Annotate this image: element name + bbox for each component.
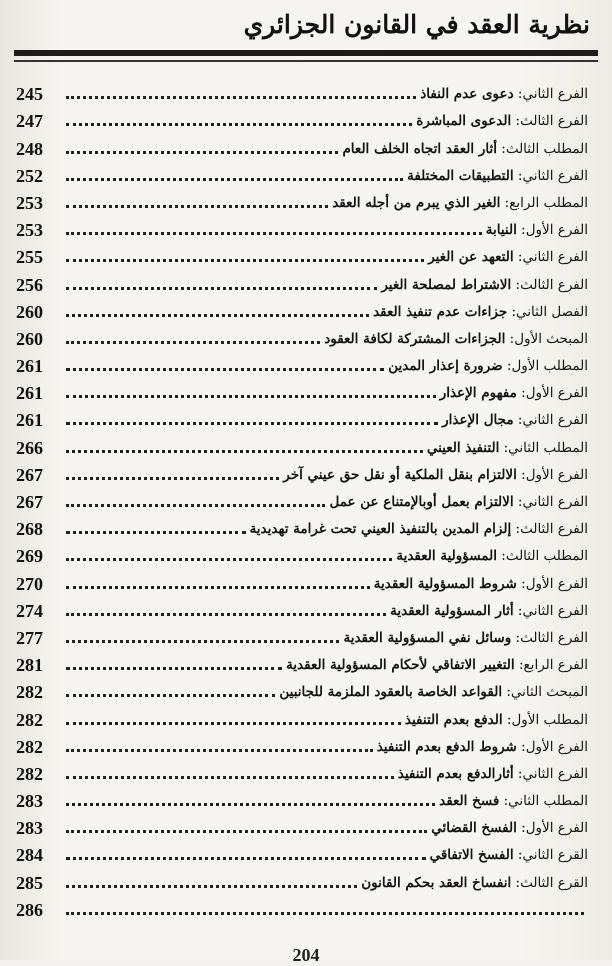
- dot-leader: [66, 503, 325, 507]
- dot-leader: [66, 122, 412, 126]
- toc-entry: [16, 894, 588, 921]
- toc-entry-label: الفرع الأول:: [521, 466, 588, 483]
- toc-entry-title: شروط الدفع بعدم التنفيذ: [376, 738, 517, 755]
- header-rule-thin: [14, 60, 598, 62]
- toc-entry-text: [440, 382, 588, 404]
- toc-entry-title: وسائل نفي المسؤولية العقدية: [343, 629, 512, 646]
- toc-page-number: 261: [16, 356, 43, 377]
- dot-leader: [66, 585, 370, 589]
- dot-leader: [66, 340, 320, 344]
- toc-entry-label: الفرع الثالث:: [515, 521, 588, 538]
- toc-entry-label: الفرع الثاني:: [517, 494, 588, 510]
- dot-leader: [66, 612, 386, 616]
- dot-leader: [66, 666, 282, 670]
- toc-entry-label: الفرع الثاني:: [517, 765, 588, 782]
- dot-leader: [66, 204, 328, 208]
- toc-entry-text: [329, 491, 588, 513]
- toc-entry-label: المبحث الأول:: [509, 330, 588, 347]
- dot-leader: [66, 177, 403, 181]
- toc-entry-text: [286, 654, 588, 676]
- toc-entry: [16, 78, 588, 105]
- dot-leader: [66, 884, 357, 888]
- toc-entry-text: [343, 627, 588, 649]
- toc-entry-title: شروط المسؤولية العقدية: [373, 575, 517, 592]
- toc-entry: [16, 350, 588, 377]
- toc-page-number: 282: [16, 709, 43, 730]
- dot-leader: [66, 449, 423, 453]
- toc-entry-label: الفرع الثالث:: [515, 113, 588, 130]
- toc-entry-text: [416, 110, 588, 132]
- toc-page-number: 282: [16, 763, 43, 784]
- toc-entry-title: دعوى عدم النفاذ: [420, 86, 514, 103]
- dot-leader: [66, 530, 246, 534]
- dot-leader: [66, 421, 438, 425]
- toc-entry-text: [420, 83, 588, 105]
- dot-leader: [66, 721, 401, 725]
- toc-page-number: 270: [16, 573, 43, 594]
- dot-leader: [66, 911, 584, 915]
- dot-leader: [66, 557, 392, 561]
- dot-leader: [66, 829, 427, 833]
- toc-entry: [16, 377, 588, 404]
- toc-entry: [16, 540, 588, 567]
- toc-entry-title: مفهوم الإعذار: [439, 385, 517, 402]
- toc-entry: [16, 758, 588, 785]
- toc-entry: [16, 486, 588, 513]
- toc-page-number: 248: [16, 138, 43, 159]
- dot-leader: [66, 286, 377, 290]
- toc-page-number: 266: [16, 437, 43, 458]
- toc-page-number: 261: [16, 383, 43, 404]
- toc-entry-title: إلزام المدين بالتنفيذ العيني تحت غرامة تهديدية: [249, 521, 512, 538]
- toc-page-number: 267: [16, 492, 43, 512]
- toc-entry: [16, 676, 588, 703]
- dot-leader: [66, 802, 435, 806]
- dot-leader: [66, 856, 426, 860]
- toc-page-number: 256: [16, 274, 43, 295]
- toc-entry-text: [427, 437, 588, 459]
- toc-entry-title: التنفيذ العيني: [426, 439, 500, 456]
- toc-entry-title: الفسخ الاتفاقي: [429, 847, 514, 864]
- toc-entry-text: [407, 165, 588, 187]
- toc-entry-label: المطلب الأول:: [506, 711, 588, 728]
- toc-entry-label: المطلب الثالث:: [501, 140, 588, 157]
- dot-leader: [66, 258, 424, 262]
- toc-page-number: 260: [16, 301, 43, 322]
- toc-entry: [16, 595, 588, 622]
- toc-page-number: 268: [16, 519, 43, 540]
- toc-entry: [16, 785, 588, 812]
- toc-entry-text: [439, 790, 588, 812]
- toc-page-number: 283: [16, 791, 43, 812]
- dot-leader: [66, 231, 482, 235]
- toc-entry-label: القرع الثالث:: [515, 874, 588, 891]
- toc-entry: [16, 622, 588, 649]
- toc-page-number: 260: [16, 328, 43, 349]
- toc-entry-title: التعهد عن الغير: [428, 249, 514, 266]
- running-title: نظرية العقد في القانون الجزائري: [243, 10, 590, 39]
- dot-leader: [66, 748, 373, 752]
- toc-entry-title: ضرورة إعذار المدين: [388, 358, 503, 375]
- toc-entry: [16, 839, 588, 866]
- toc-entry: [16, 459, 588, 486]
- toc-page-number: 284: [16, 845, 43, 866]
- toc-entry-label: الفرع الأول:: [521, 820, 588, 837]
- toc-entry: [16, 241, 588, 268]
- dot-leader: [66, 476, 279, 480]
- toc-entry-title: الاشتراط لمصلحة الغير: [381, 276, 512, 293]
- toc-entry: [16, 649, 588, 676]
- toc-entry: [16, 296, 588, 323]
- toc-entry-label: الفرع الأول:: [521, 222, 588, 239]
- toc-entry-title: انفساخ العقد بحكم القانون: [361, 874, 512, 891]
- toc-entry-text: [342, 138, 588, 160]
- dot-leader: [66, 775, 394, 779]
- toc-entry-text: [373, 301, 588, 323]
- toc-entry-label: الفصل الثاني:: [511, 303, 588, 320]
- toc-entry-label: الفرع الثاني:: [517, 167, 588, 184]
- toc-page-number: 286: [16, 899, 43, 920]
- toc-entry-label: المطلب الثالث:: [501, 548, 588, 565]
- toc-entry-title: الجزاءات المشتركة لكافة العقود: [324, 330, 506, 347]
- toc-page-number: 285: [16, 872, 43, 893]
- toc-entry-label: الفرع الثاني:: [517, 86, 588, 103]
- toc-page-number: 269: [16, 546, 43, 567]
- toc-entry-text: [398, 763, 588, 785]
- toc-entry: [16, 513, 588, 540]
- toc-page-number: 252: [16, 165, 43, 186]
- toc-entry-text: [388, 355, 588, 377]
- toc-page-number: 261: [16, 410, 43, 431]
- toc-entry-text: [430, 844, 588, 866]
- toc-page-number: 277: [16, 627, 43, 648]
- toc-entry-text: [361, 872, 588, 894]
- toc-page-number: 267: [16, 464, 43, 485]
- toc-entry: [16, 187, 588, 214]
- toc-entry: [16, 268, 588, 295]
- toc-entry-title: التطبيقات المختلفة: [407, 167, 514, 184]
- toc-entry: [16, 431, 588, 458]
- toc-entry: [16, 567, 588, 594]
- dot-leader: [66, 394, 436, 398]
- toc-entry-text: [279, 681, 588, 703]
- toc-entry: [16, 703, 588, 730]
- toc-entry-label: الفرع الأول:: [521, 738, 588, 755]
- toc-entry-title: الغير الذي يبرم من أجله العقد: [332, 194, 501, 211]
- toc-entry-text: [374, 573, 588, 595]
- toc-entry-title: الفسخ القضائي: [431, 820, 517, 837]
- toc-entry-title: أثار المسؤولية العقدية: [390, 602, 514, 619]
- toc-entry-title: التغيير الاتفاقي لأحكام المسؤولية العقدية: [286, 657, 515, 674]
- table-of-contents: [16, 78, 588, 921]
- toc-entry-text: [390, 600, 588, 622]
- toc-entry-label: المطلب الأول:: [506, 358, 588, 375]
- toc-entry-title: القواعد الخاصة بالعقود الملزمة للجانبين: [279, 684, 503, 701]
- toc-page-number: 253: [16, 192, 43, 213]
- toc-page-number: 245: [16, 84, 43, 105]
- dot-leader: [66, 150, 338, 154]
- toc-page-number: 282: [16, 682, 43, 703]
- toc-entry-label: الفرع الثاني:: [517, 412, 588, 429]
- header-rule-thick: [14, 50, 598, 56]
- toc-entry-label: المطلب الثاني:: [503, 793, 588, 810]
- toc-entry-label: الفرع الأول:: [521, 385, 588, 402]
- toc-entry-title: جزاءات عدم تنفيذ العقد: [373, 303, 508, 320]
- dot-leader: [66, 367, 384, 371]
- toc-page-number: 255: [16, 247, 43, 268]
- toc-entry-label: الفرع الثاني:: [517, 249, 588, 266]
- toc-entry-text: [405, 709, 588, 731]
- toc-entry-label: الفرع الأول:: [521, 575, 588, 592]
- toc-entry: [16, 132, 588, 159]
- toc-entry-title: مجال الإعذار: [442, 412, 514, 429]
- toc-entry-title: النيابة: [485, 222, 517, 239]
- toc-page-number: 281: [16, 655, 43, 676]
- toc-page-number: 283: [16, 818, 43, 839]
- toc-entry-label: الفرع الثاني:: [517, 602, 588, 619]
- toc-entry-label: القرع الثاني:: [517, 847, 588, 864]
- toc-entry-title: الالتزام بنقل الملكية أو نقل حق عيني آخر: [283, 466, 517, 483]
- toc-entry-label: الفرع الثالث:: [515, 276, 588, 293]
- toc-entry: [16, 105, 588, 132]
- toc-entry: [16, 160, 588, 187]
- toc-entry: [16, 214, 588, 241]
- toc-entry-title: أثار العقد اتجاه الخلف العام: [342, 140, 497, 157]
- toc-entry-text: [431, 817, 588, 839]
- toc-entry: [16, 731, 588, 758]
- toc-entry-text: [324, 328, 588, 350]
- toc-entry: [16, 812, 588, 839]
- toc-entry-text: [486, 219, 588, 241]
- toc-entry-text: [381, 274, 588, 296]
- toc-entry-text: [428, 246, 588, 268]
- page-number: 204: [292, 945, 320, 965]
- toc-page-number: 282: [16, 736, 43, 757]
- toc-page-number: 247: [16, 111, 43, 132]
- toc-entry: [16, 323, 588, 350]
- dot-leader: [66, 95, 416, 99]
- toc-entry-label: المطلب الرابع:: [504, 194, 588, 211]
- toc-entry-label: المطلب الثاني:: [503, 439, 588, 456]
- toc-entry-title: فسخ العقد: [439, 793, 500, 810]
- toc-entry: [16, 866, 588, 893]
- toc-entry-title: الالتزام بعمل أوبالإمتناع عن عمل: [329, 494, 514, 510]
- toc-entry: [16, 404, 588, 431]
- toc-entry-text: [377, 736, 588, 758]
- toc-entry-label: الفرع الرابع:: [518, 657, 588, 674]
- toc-entry-title: المسؤولية العقدية: [396, 548, 497, 565]
- toc-entry-text: [250, 518, 588, 540]
- dot-leader: [66, 313, 369, 317]
- toc-entry-text: [396, 545, 588, 567]
- toc-entry-title: الدفع بعدم التنفيذ: [404, 711, 503, 728]
- toc-entry-text: [283, 464, 588, 486]
- toc-page-number: 274: [16, 600, 43, 621]
- toc-entry-title: أثارالدفع بعدم التنفيذ: [397, 765, 514, 782]
- dot-leader: [66, 693, 275, 697]
- toc-entry-title: الدعوى المباشرة: [416, 113, 512, 130]
- toc-page-number: 253: [16, 220, 43, 241]
- toc-entry-text: [442, 409, 588, 431]
- toc-entry-label: المبحث الثاني:: [506, 684, 588, 701]
- toc-entry-label: الفرع الثالث:: [515, 629, 588, 646]
- toc-entry-text: [332, 192, 588, 214]
- dot-leader: [66, 639, 339, 643]
